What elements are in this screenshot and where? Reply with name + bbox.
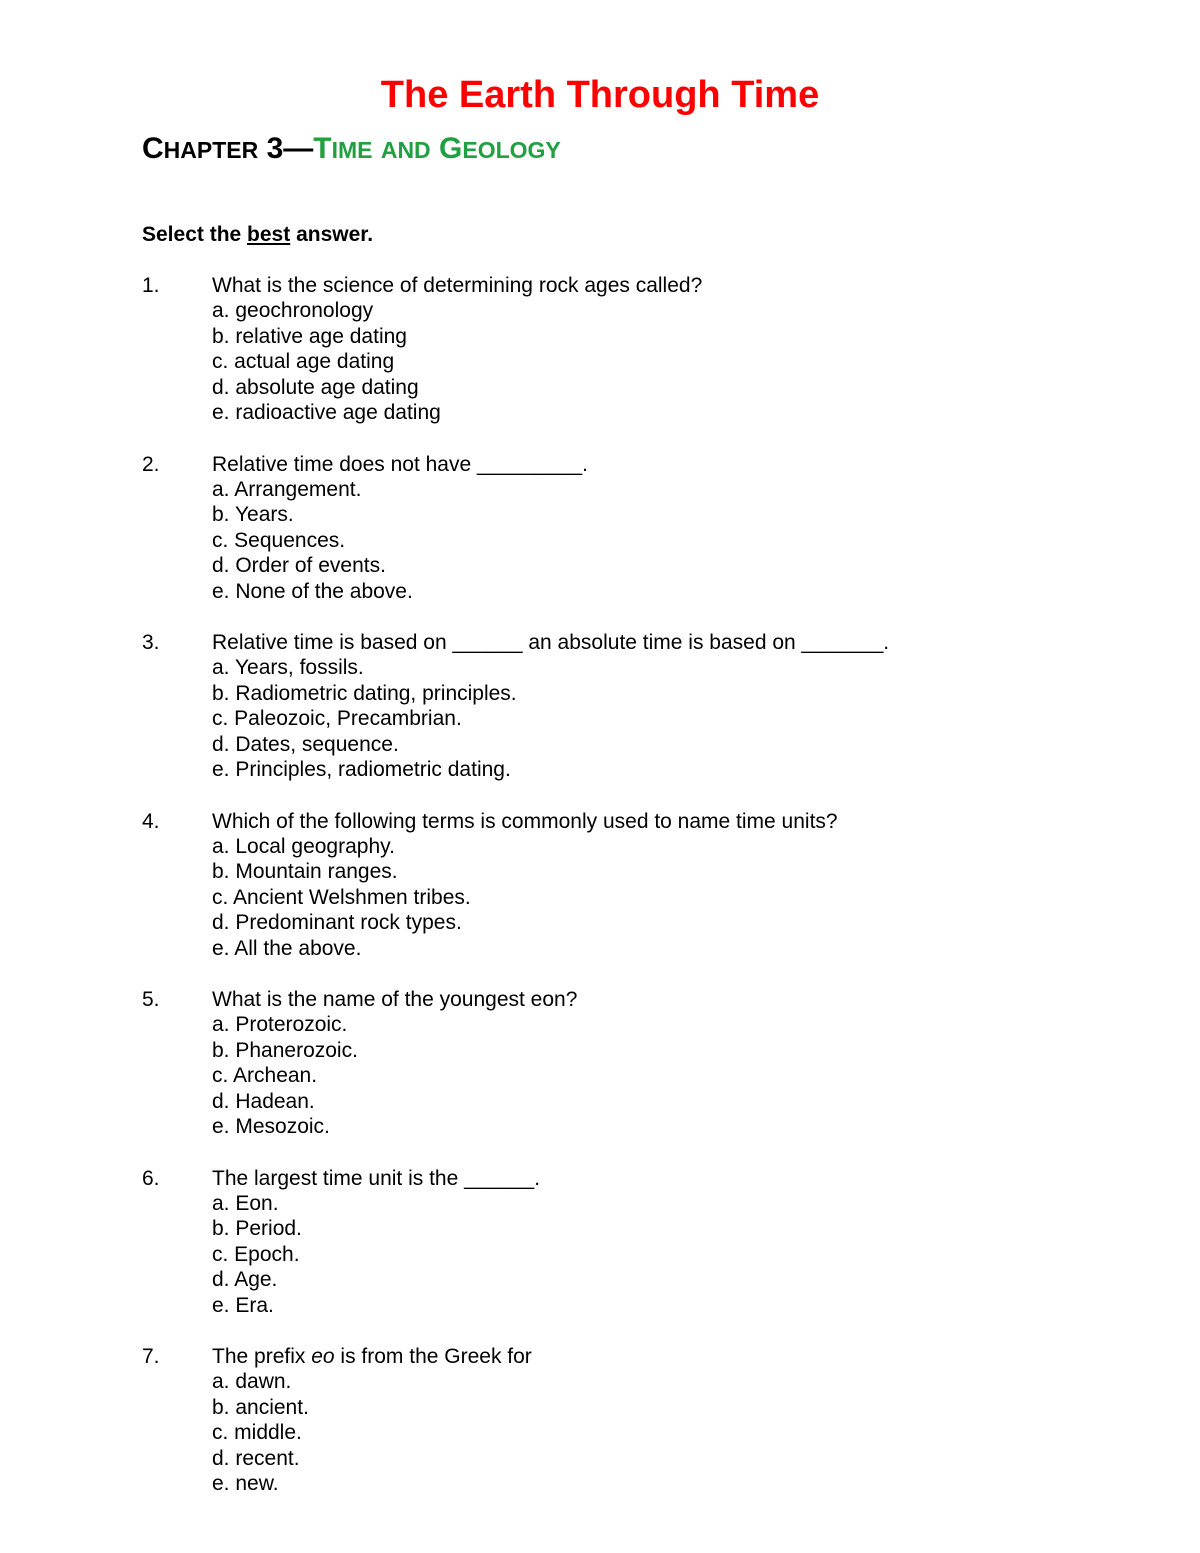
question-6: [0, 1166, 1200, 1345]
question-text: Relative time is based on ______ an absolute time is based on _______.: [212, 631, 890, 654]
answer-option-e: e. Principles, radiometric dating.: [212, 758, 511, 782]
answer-option-b: b. Mountain ranges.: [212, 860, 398, 884]
question-text-italic: eo: [311, 1345, 335, 1368]
answer-option-e: e. Mesozoic.: [212, 1115, 330, 1139]
question-body: [212, 452, 588, 604]
question-7: [0, 1344, 1200, 1523]
question-body: [212, 809, 838, 961]
answer-option-c: c. Paleozoic, Precambrian.: [212, 707, 462, 731]
answer-option-c: c. Archean.: [212, 1064, 318, 1088]
answer-option-e: e. All the above.: [212, 936, 362, 960]
answer-option-b: b. Period.: [212, 1217, 302, 1241]
answer-option-d: d. Dates, sequence.: [212, 732, 399, 756]
question-text: Relative time does not have _________.: [212, 452, 588, 476]
chapter-label-rest: HAPTER: [163, 137, 259, 163]
answer-option-d: d. Order of events.: [212, 554, 386, 578]
chapter-subtitle: [313, 132, 561, 165]
answer-option-d: d. absolute age dating: [212, 375, 419, 399]
question-text-after: is from the Greek for: [334, 1345, 532, 1368]
answer-option-e: e. Era.: [212, 1293, 274, 1317]
question-body: [212, 273, 702, 425]
answer-option-b: b. relative age dating: [212, 324, 407, 348]
answer-option-a: a. Eon.: [212, 1191, 279, 1215]
instruction-before: Select the: [142, 223, 248, 246]
question-list: [0, 273, 1200, 1523]
answer-option-a: a. geochronology: [212, 299, 374, 323]
subtitle-geology-cap: G: [439, 132, 463, 165]
chapter-heading: [142, 131, 561, 168]
answer-option-c: c. Sequences.: [212, 528, 346, 552]
instruction-after: answer.: [290, 223, 374, 246]
answer-option-c: c. Ancient Welshmen tribes.: [212, 885, 471, 909]
subtitle-time-rest: IME: [331, 137, 373, 163]
question-text-before: The prefix: [212, 1345, 312, 1368]
subtitle-geology-rest: EOLOGY: [462, 137, 561, 163]
question-text: What is the name of the youngest eon?: [212, 988, 578, 1011]
question-text: [212, 1344, 532, 1369]
answer-option-e: e. radioactive age dating: [212, 401, 441, 425]
question-number: 4.: [142, 809, 160, 833]
question-text: The largest time unit is the ______.: [212, 1166, 541, 1190]
answer-option-d: d. Age.: [212, 1268, 278, 1292]
answer-option-b: b. Years.: [212, 503, 294, 527]
answer-option-b: b. Radiometric dating, principles.: [212, 681, 517, 705]
question-body: [212, 630, 889, 782]
chapter-dash: —: [283, 132, 314, 165]
chapter-label-cap: C: [142, 132, 164, 165]
question-number: 6.: [142, 1166, 160, 1190]
question-1: [0, 273, 1200, 452]
question-number: 2.: [142, 452, 160, 476]
answer-option-a: a. Arrangement.: [212, 477, 362, 501]
instruction-text: [142, 222, 373, 248]
question-text: What is the science of determining rock ages called?: [212, 274, 703, 297]
answer-option-a: a. Proterozoic.: [212, 1013, 348, 1037]
answer-option-b: b. ancient.: [212, 1395, 309, 1419]
answer-option-d: d. Hadean.: [212, 1089, 315, 1113]
instruction-emphasis: best: [247, 223, 291, 246]
chapter-number: 3: [266, 132, 284, 165]
question-body: [212, 987, 577, 1139]
question-body: [212, 1344, 532, 1496]
answer-option-a: a. Local geography.: [212, 834, 395, 858]
subtitle-time-cap: T: [313, 132, 332, 165]
answer-option-e: e. new.: [212, 1472, 279, 1496]
answer-option-d: d. Predominant rock types.: [212, 911, 462, 935]
question-2: [0, 452, 1200, 631]
answer-option-c: c. middle.: [212, 1421, 302, 1445]
question-number: 5.: [142, 988, 160, 1011]
document-title: The Earth Through Time: [380, 74, 820, 116]
answer-option-b: b. Phanerozoic.: [212, 1038, 358, 1062]
question-body: [212, 1166, 540, 1318]
answer-option-a: a. Years, fossils.: [212, 656, 364, 680]
question-number: 1.: [142, 274, 160, 297]
answer-option-d: d. recent.: [212, 1446, 300, 1470]
answer-option-a: a. dawn.: [212, 1370, 292, 1394]
question-3: [0, 630, 1200, 809]
question-text: Which of the following terms is commonly used to name time units?: [212, 809, 838, 833]
question-5: [0, 987, 1200, 1166]
question-4: [0, 809, 1200, 988]
question-number: 7.: [142, 1345, 160, 1368]
subtitle-and: AND: [380, 137, 431, 163]
answer-option-c: c. Epoch.: [212, 1242, 300, 1266]
answer-option-c: c. actual age dating: [212, 350, 395, 374]
question-number: 3.: [142, 631, 160, 654]
answer-option-e: e. None of the above.: [212, 579, 413, 603]
